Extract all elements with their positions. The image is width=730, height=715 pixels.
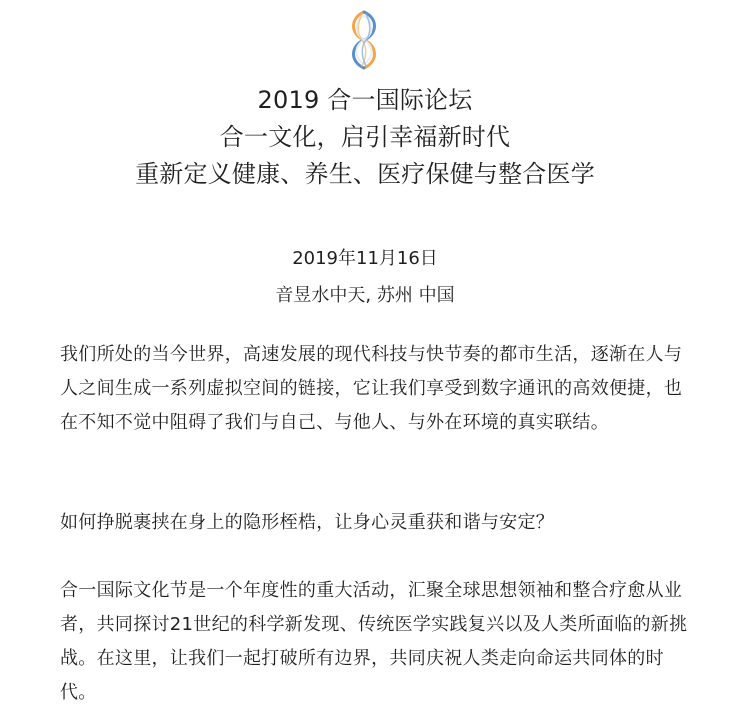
question-paragraph: 如何挣脱裹挟在身上的隐形桎梏，让身心灵重获和谐与安定？ [60, 512, 555, 533]
title-block [0, 82, 730, 193]
event-date: 2019年11月16日 [292, 248, 438, 269]
forum-subtitle: 合一文化，启引幸福新时代 [219, 123, 511, 151]
festival-paragraph: 合一国际文化节是一个年度性的重大活动，汇聚全球思想领袖和整合疗愈从业者，共同探讨21世纪的科学新发现、传统医学实践复兴以及人类所面临的新挑战。在这里，让我们一起打破所有边界，共同庆祝人类走向命运共同体的时代。 [60, 580, 688, 703]
forum-theme: 重新定义健康、养生、医疗保健与整合医学 [135, 160, 595, 188]
event-location: 音昱水中天, 苏州 中国 [275, 285, 455, 306]
forum-title: 2019 合一国际论坛 [257, 86, 473, 114]
intro-paragraph: 我们所处的当今世界，高速发展的现代科技与快节奏的都市生活，逐渐在人与人之间生成一系列虚拟空间的链接，它让我们享受到数字通讯的高效便捷，也在不知不觉中阻碍了我们与自己、与他人、与外在环境的真实联结。 [60, 344, 683, 433]
swirl-logo-icon [340, 8, 388, 72]
event-meta [0, 240, 730, 314]
